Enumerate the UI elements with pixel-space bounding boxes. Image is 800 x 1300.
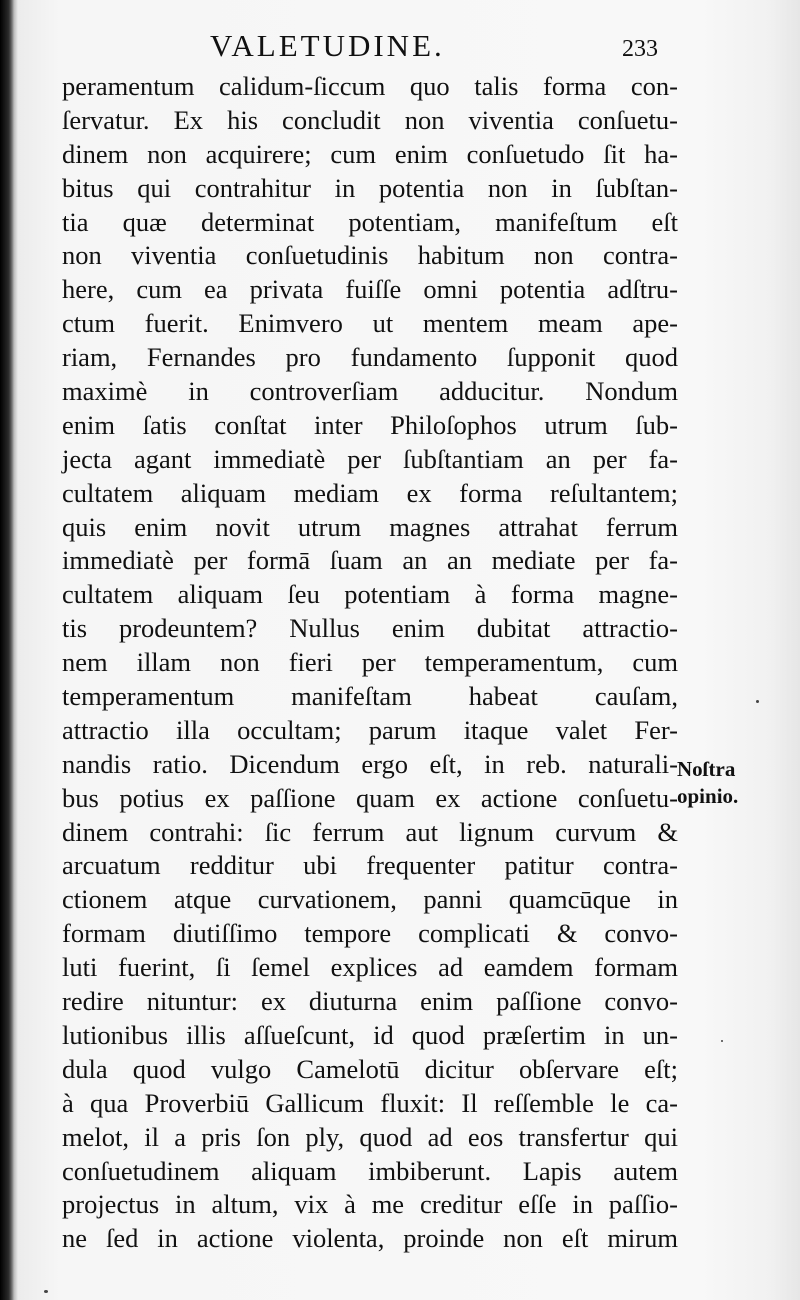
text-line: riam, Fernandes pro fundamento ſupponit quod xyxy=(62,342,678,373)
text-line: bus potius ex paſſione quam ex actione conſuetu- xyxy=(62,782,678,813)
margin-note xyxy=(677,756,787,810)
text-line: enim ſatis conſtat inter Philoſophos utrum ſub- xyxy=(62,409,678,440)
page-header xyxy=(210,24,670,68)
text-line: ctionem atque curvationem, panni quamcūque in xyxy=(62,884,678,915)
text-line: projectus in altum, vix à me creditur eſſe in paſſio- xyxy=(62,1189,678,1220)
ink-speck xyxy=(756,700,759,703)
margin-note-line: opinio. xyxy=(677,784,739,808)
text-line: à qua Proverbiū Gallicum fluxit: Il reſſemble le ca- xyxy=(62,1087,678,1118)
ink-speck xyxy=(721,1040,723,1042)
text-line: nem illam non fieri per temperamentum, cum xyxy=(62,647,678,678)
running-head: VALETUDINE. xyxy=(210,28,445,63)
text-line: dinem non acquirere; cum enim conſuetudo ſit ha- xyxy=(62,138,678,169)
text-line: ctum fuerit. Enimvero ut mentem meam ape- xyxy=(62,308,678,339)
text-line: ne ſed in actione violenta, proinde non eſt mirum xyxy=(62,1223,678,1254)
text-line: luti fuerint, ſi ſemel explices ad eamdem formam xyxy=(62,952,678,983)
text-line: dinem contrahi: ſic ferrum aut lignum curvum & xyxy=(62,816,678,847)
text-line: dula quod vulgo Camelotū dicitur obſervare eſt; xyxy=(62,1053,678,1084)
text-line: conſuetudinem aliquam imbiberunt. Lapis autem xyxy=(62,1155,678,1186)
text-line: attractio illa occultam; parum itaque valet Fer- xyxy=(62,714,678,745)
ink-speck xyxy=(44,1290,48,1293)
text-line: quis enim novit utrum magnes attrahat ferrum xyxy=(62,511,678,542)
text-line: lutionibus illis aſſueſcunt, id quod præſertim in un- xyxy=(62,1019,678,1050)
text-line: jecta agant immediatè per ſubſtantiam an per fa- xyxy=(62,443,678,474)
text-line: formam diutiſſimo tempore complicati & convo- xyxy=(62,918,678,949)
text-line: temperamentum manifeſtam habeat cauſam, xyxy=(62,681,678,712)
text-line: melot, il a pris ſon ply, quod ad eos transfertur qui xyxy=(62,1121,678,1152)
body-text xyxy=(62,70,678,1256)
book-spine-shadow xyxy=(0,0,14,1300)
text-line: ſervatur. Ex his concludit non viventia conſuetu- xyxy=(62,104,678,135)
text-line: nandis ratio. Dicendum ergo eſt, in reb. naturali- xyxy=(62,748,678,779)
text-line: bitus qui contrahitur in potentia non in ſubſtan- xyxy=(62,172,678,203)
text-line: maximè in controverſiam adducitur. Nondum xyxy=(62,376,678,407)
text-line: peramentum calidum-ſiccum quo talis forma con- xyxy=(62,71,678,101)
text-line: immediatè per formā ſuam an an mediate per fa- xyxy=(62,545,678,576)
text-line: non viventia conſuetudinis habitum non contra- xyxy=(62,240,678,271)
text-line: here, cum ea privata fuiſſe omni potentia adſtru- xyxy=(62,274,678,305)
text-line: cultatem aliquam mediam ex forma reſultantem; xyxy=(62,477,678,508)
margin-note-line: Noſtra xyxy=(677,757,736,781)
text-line: tia quæ determinat potentiam, manifeſtum eſt xyxy=(62,206,678,237)
text-line: tis prodeuntem? Nullus enim dubitat attractio- xyxy=(62,613,678,644)
text-line: cultatem aliquam ſeu potentiam à forma magne- xyxy=(62,579,678,610)
text-line: redire nituntur: ex diuturna enim paſſione convo- xyxy=(62,986,678,1017)
page-number: 233 xyxy=(622,36,658,62)
text-line: arcuatum redditur ubi frequenter patitur contra- xyxy=(62,850,678,881)
